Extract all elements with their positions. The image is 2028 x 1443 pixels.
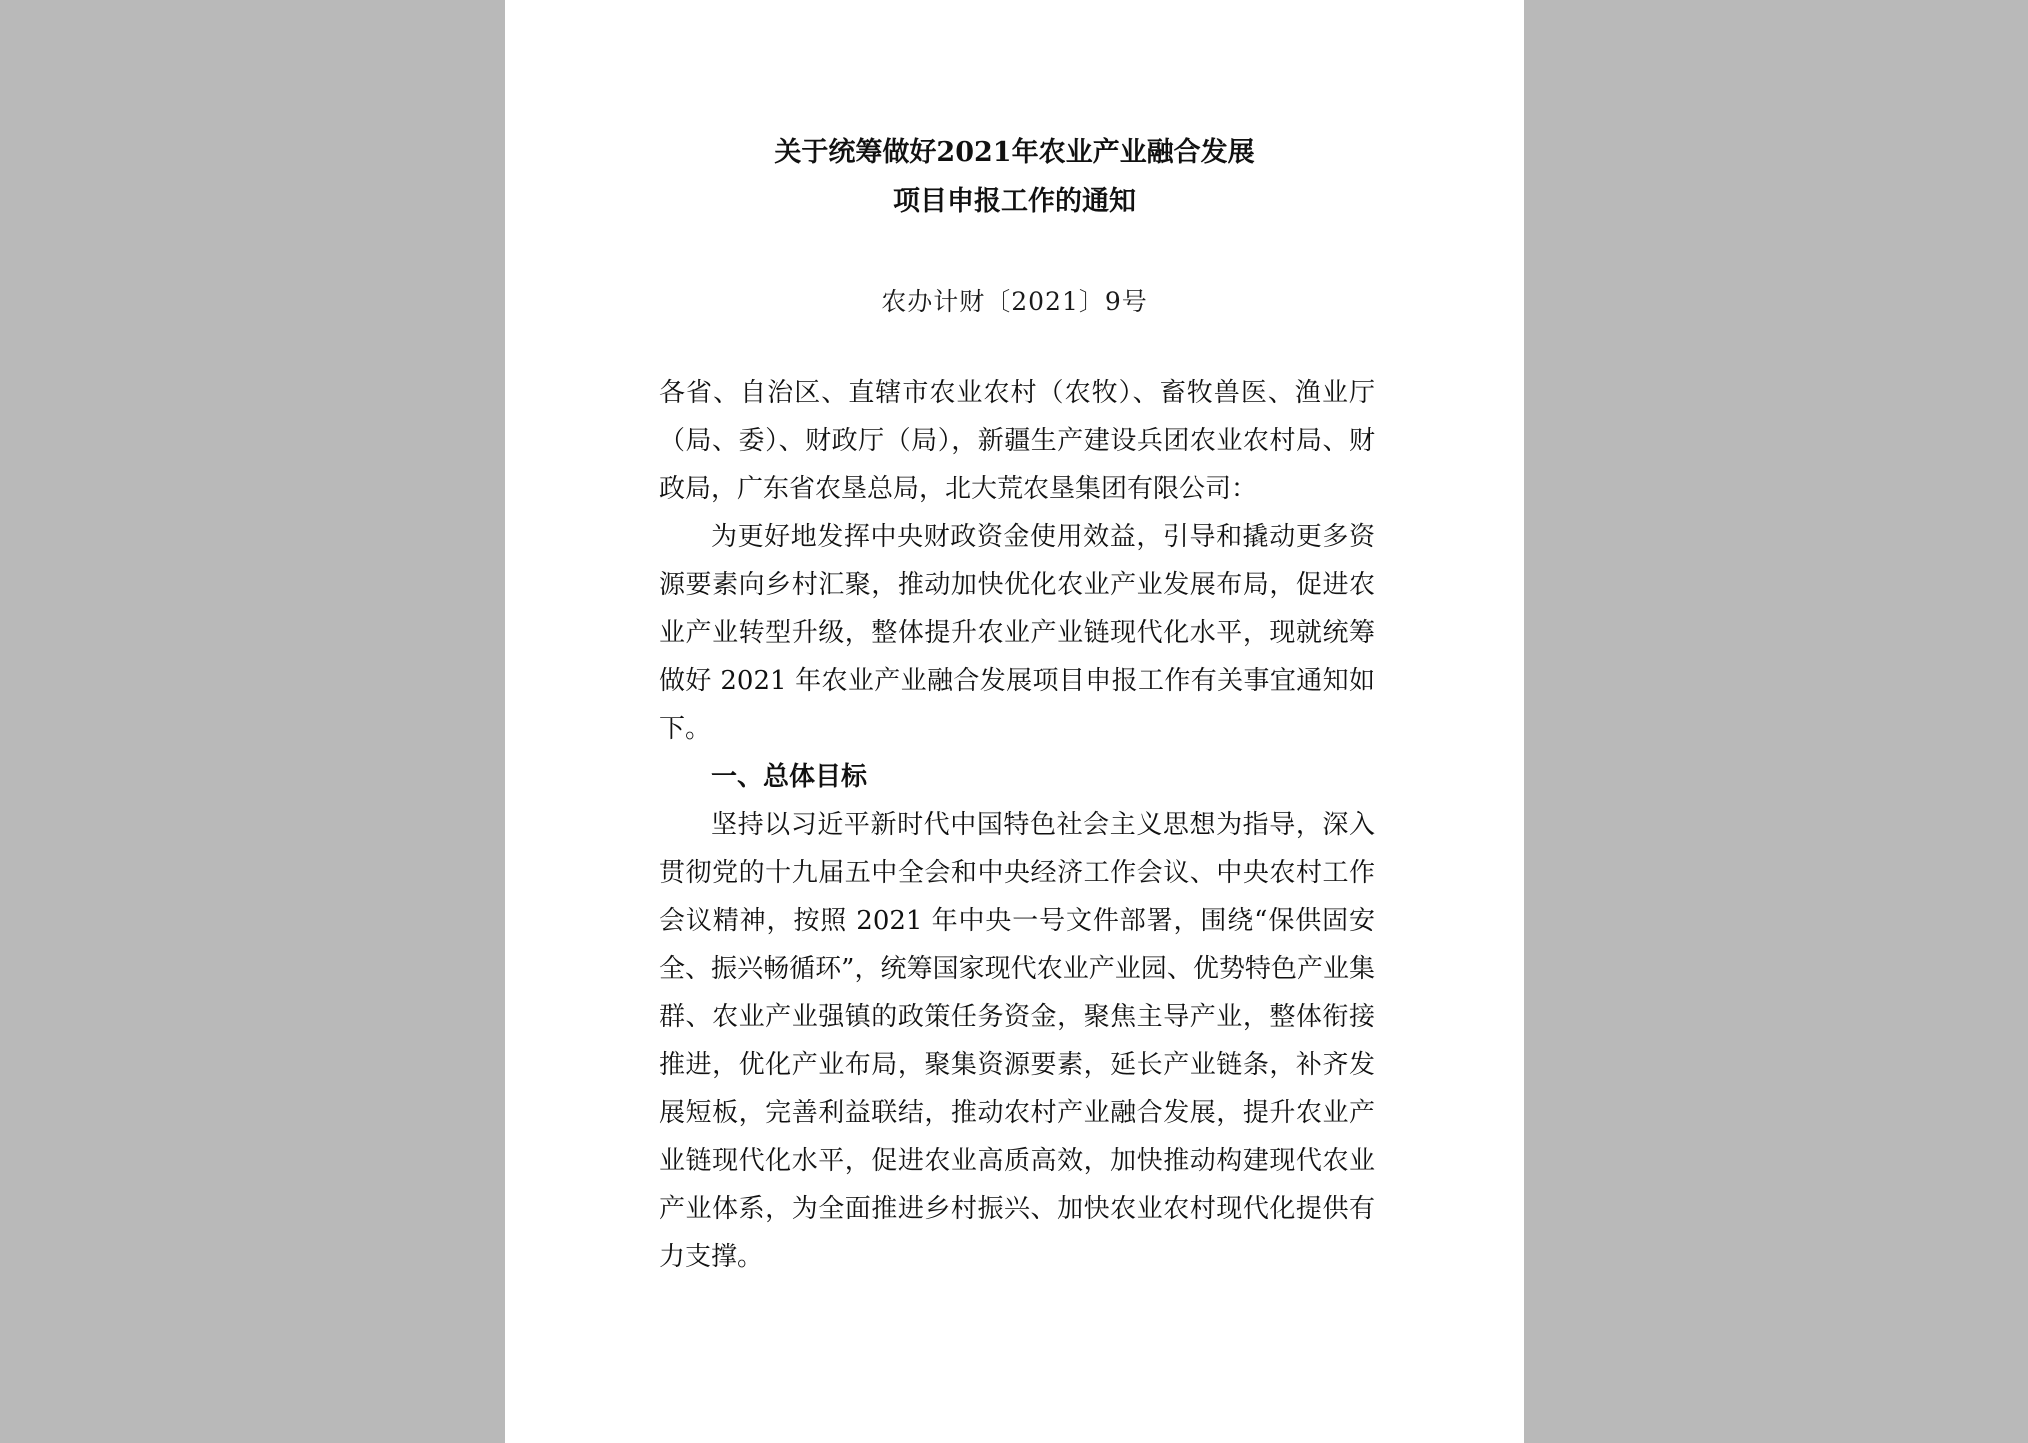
section1-paragraph: 坚持以习近平新时代中国特色社会主义思想为指导，深入贯彻党的十九届五中全会和中央经济工作会议、中央农村工作会议精神，按照 2021 年中央一号文件部署，围绕“保供固安全、振兴畅循环”，统筹国家现代农业产业园、优势特色产业集群、农业产业强镇的政策任务资金，聚焦主导产业，整体衔接推进，优化产业布局，聚集资源要素，延长产业链条，补齐发展短板，完善利益联结，推动农村产业融合发展，提升农业产业链现代化水平，促进农业高质高效，加快推动构建现代农业产业体系，为全面推进乡村振兴、加快农业农村现代化提供有力支撑。 <box>659 810 1375 1272</box>
section1-heading: 一、总体目标 <box>711 762 868 792</box>
intro-paragraph: 为更好地发挥中央财政资金使用效益，引导和撬动更多资源要素向乡村汇聚，推动加快优化农业产业发展布局，促进农业产业转型升级，整体提升农业产业链现代化水平，现就统筹做好 2021 年农业产业融合发展项目申报工作有关事宜通知如下。 <box>659 522 1375 744</box>
document-page <box>505 0 1524 1443</box>
document-title-line1: 关于统筹做好2021年农业产业融合发展 <box>774 137 1255 168</box>
document-title-line2: 项目申报工作的通知 <box>893 186 1136 217</box>
document-number: 农办计财〔2021〕9号 <box>881 287 1148 316</box>
salutation: 各省、自治区、直辖市农业农村（农牧）、畜牧兽医、渔业厅（局、委）、财政厅（局），新疆生产建设兵团农业农村局、财政局，广东省农垦总局，北大荒农垦集团有限公司： <box>659 378 1375 504</box>
document-body <box>659 369 1375 1281</box>
